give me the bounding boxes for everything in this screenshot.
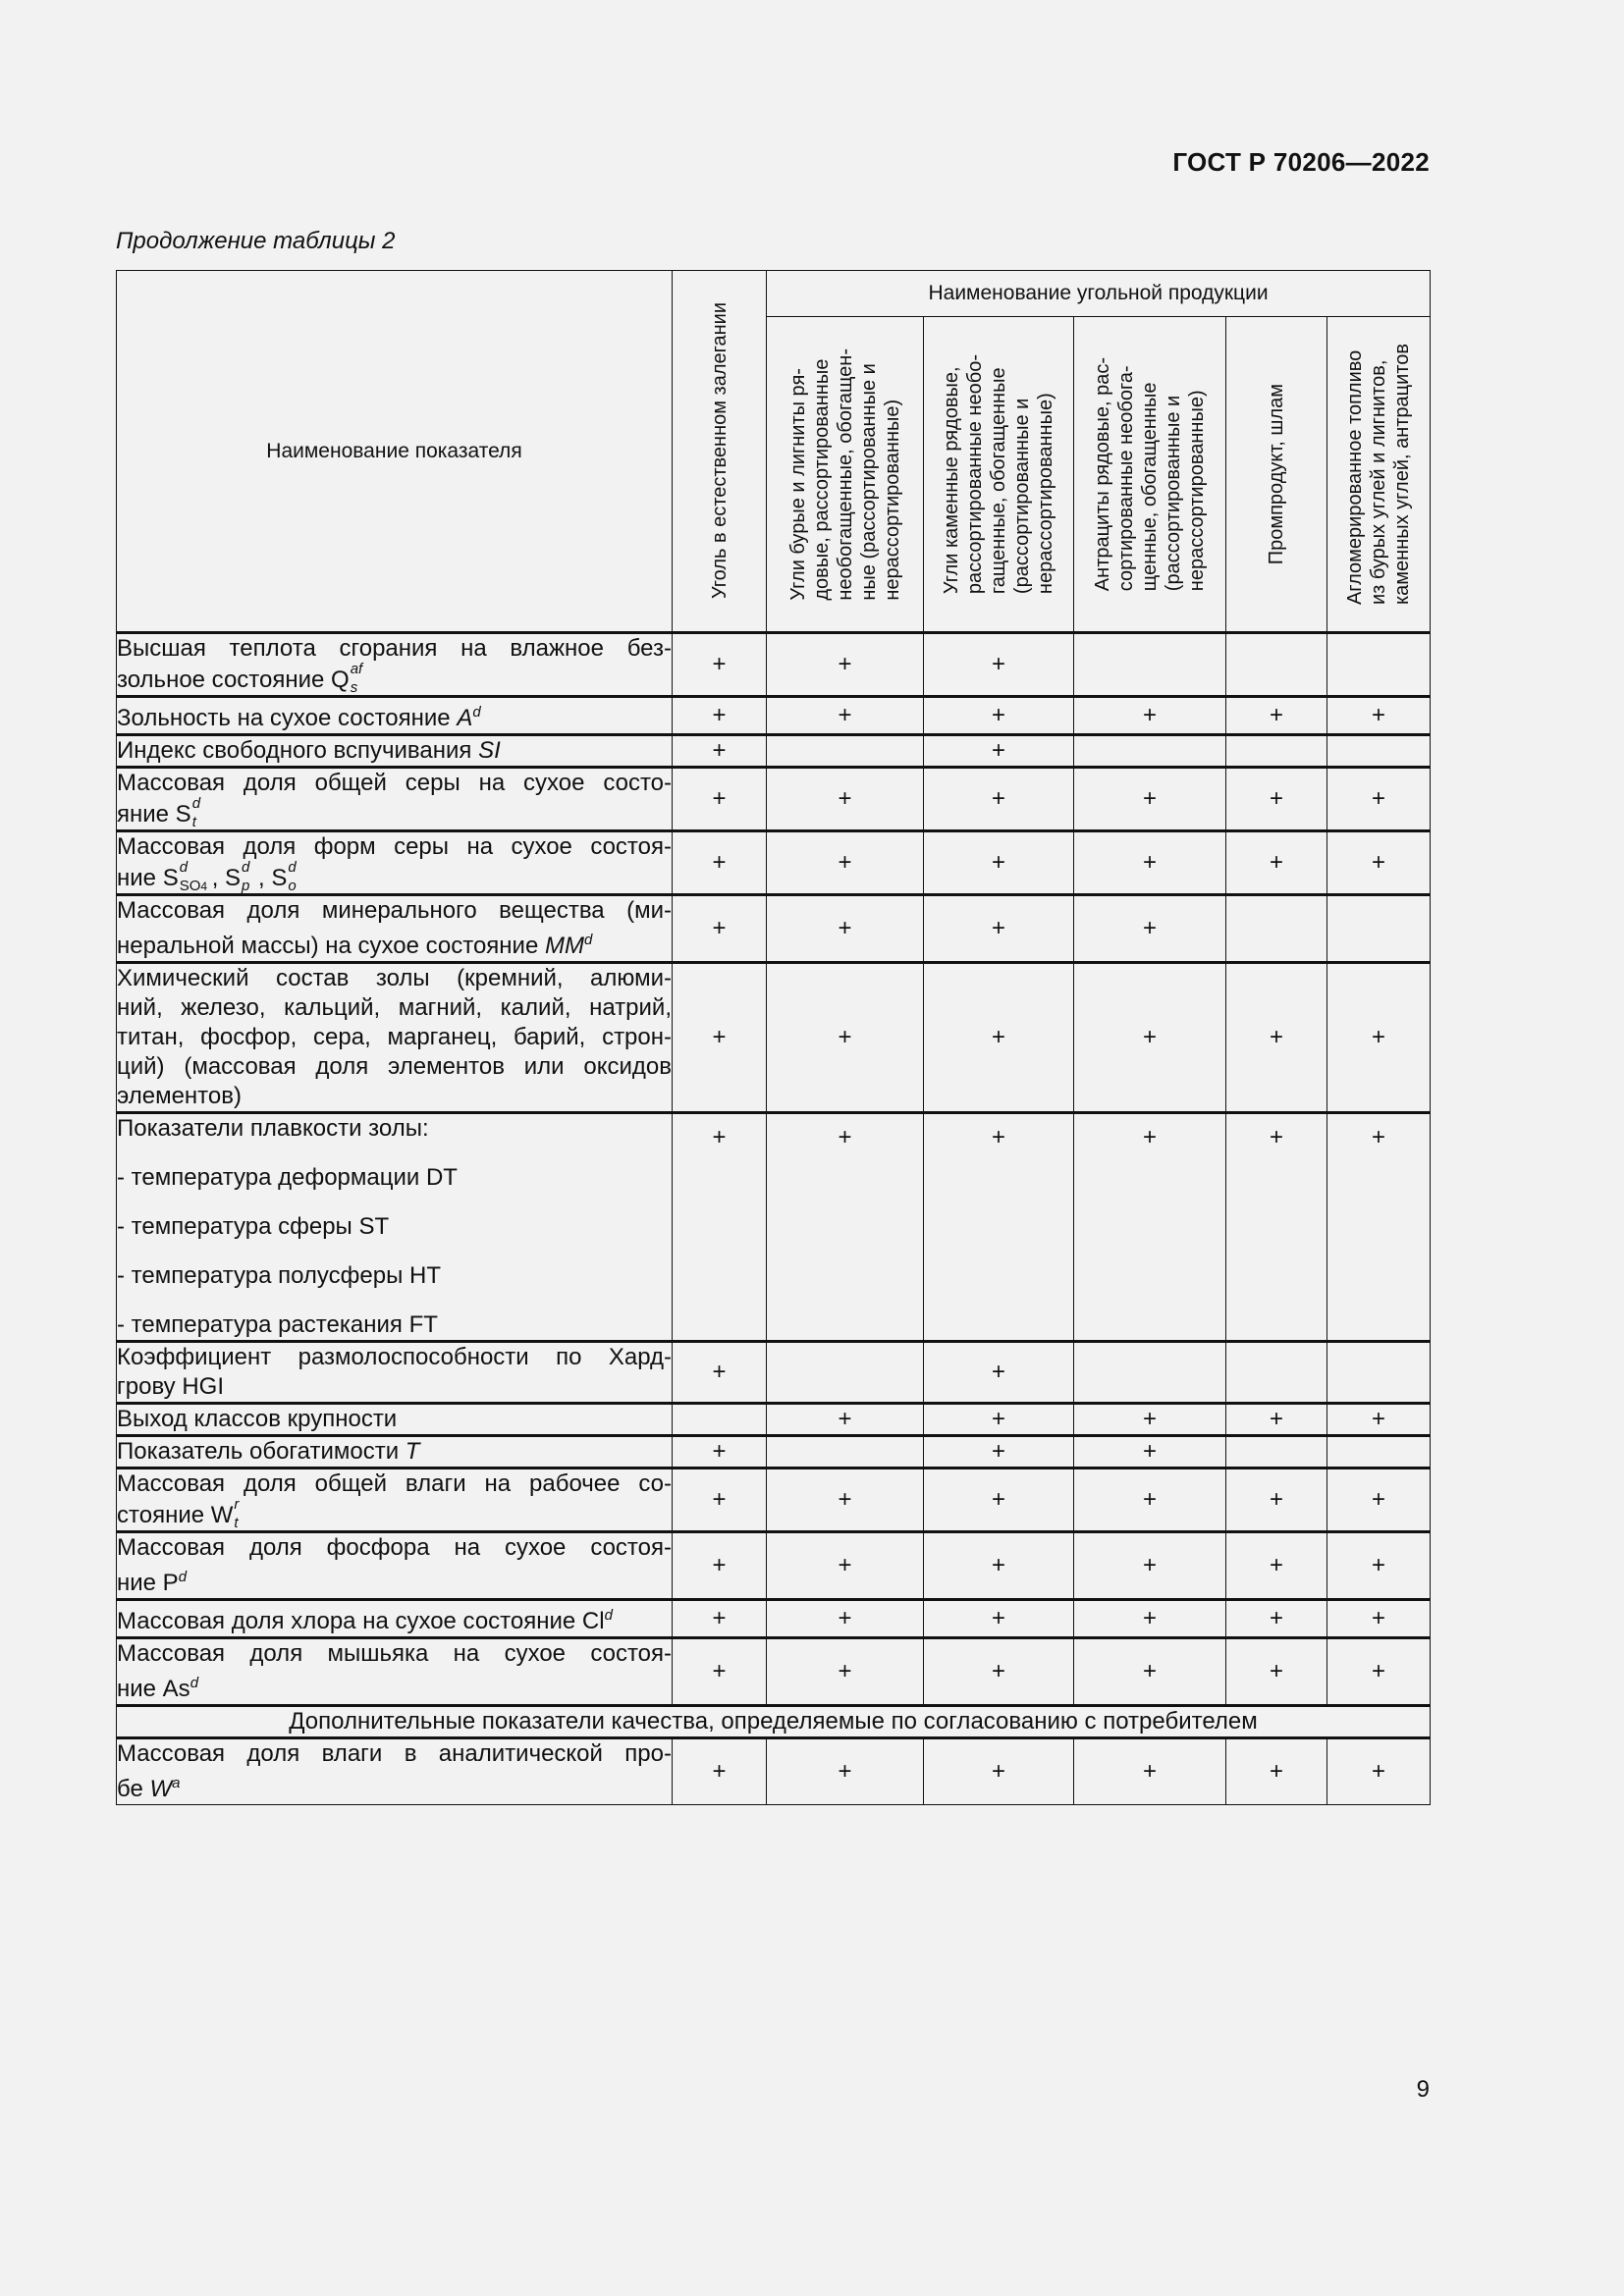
applicability-cell — [1327, 1342, 1431, 1404]
applicability-cell: + — [1327, 768, 1431, 831]
applicability-cell: + — [1327, 1468, 1431, 1532]
applicability-cell — [1074, 1342, 1226, 1404]
applicability-cell: + — [1226, 1638, 1327, 1706]
table-row — [117, 1436, 1431, 1468]
natural-coal-header: Уголь в естественном залегании — [673, 271, 767, 633]
applicability-cell: + — [924, 1638, 1074, 1706]
table-row — [117, 1342, 1431, 1404]
applicability-cell: + — [673, 768, 767, 831]
table-row — [117, 1600, 1431, 1638]
table-row — [117, 963, 1431, 1113]
applicability-cell: + — [673, 1468, 767, 1532]
applicability-cell: + — [924, 735, 1074, 768]
applicability-cell: + — [1327, 1738, 1431, 1805]
applicability-cell: + — [1226, 697, 1327, 735]
applicability-cell: + — [673, 831, 767, 895]
applicability-cell: + — [767, 1404, 924, 1436]
applicability-cell: + — [1226, 1113, 1327, 1342]
applicability-cell: + — [673, 735, 767, 768]
indicator-name: Массовая доля влаги в аналитической про- бе $W^a$ — [117, 1738, 673, 1805]
applicability-cell — [1074, 633, 1226, 697]
table-row — [117, 1404, 1431, 1436]
table-row — [117, 697, 1431, 735]
applicability-cell — [1074, 735, 1226, 768]
applicability-cell: + — [767, 697, 924, 735]
applicability-cell: + — [1327, 1532, 1431, 1600]
indicator-name: Массовая доля форм серы на сухое состоя- ние S d SO4 , S d p , S d o — [117, 831, 673, 895]
applicability-cell — [1226, 895, 1327, 963]
applicability-cell: + — [1074, 1113, 1226, 1342]
applicability-cell: + — [1327, 1404, 1431, 1436]
applicability-cell: + — [1327, 1113, 1431, 1342]
page-number: 9 — [1416, 2076, 1430, 2103]
applicability-cell — [1327, 633, 1431, 697]
applicability-cell: + — [673, 1638, 767, 1706]
applicability-cell: + — [924, 1404, 1074, 1436]
table-row — [117, 1113, 1431, 1342]
applicability-cell: + — [1074, 1600, 1226, 1638]
table-row — [117, 768, 1431, 831]
additional-indicators-header: Дополнительные показатели качества, определяемые по согласованию с потребителем — [117, 1706, 1431, 1738]
applicability-cell: + — [1074, 1532, 1226, 1600]
indicators-table — [116, 270, 1431, 1805]
applicability-cell: + — [924, 1436, 1074, 1468]
applicability-cell: + — [1074, 963, 1226, 1113]
indicator-name: Массовая доля хлора на сухое состояние Cl$^d$ — [117, 1600, 673, 1638]
applicability-cell: + — [673, 1436, 767, 1468]
applicability-cell: + — [1074, 768, 1226, 831]
product-col-anthracite: Антрациты рядовые, рас- сортированные необога- щенные, обогащенные (рассортированные и нерассортированные) — [1074, 317, 1226, 633]
applicability-cell — [1226, 735, 1327, 768]
applicability-cell: + — [1226, 831, 1327, 895]
applicability-cell: + — [1074, 1404, 1226, 1436]
applicability-cell: + — [924, 963, 1074, 1113]
applicability-cell: + — [673, 963, 767, 1113]
table-row — [117, 1468, 1431, 1532]
applicability-cell: + — [924, 1468, 1074, 1532]
applicability-cell: + — [1226, 963, 1327, 1113]
applicability-cell: + — [1226, 1738, 1327, 1805]
applicability-cell: + — [924, 697, 1074, 735]
table-row — [117, 1638, 1431, 1706]
applicability-cell: + — [1074, 895, 1226, 963]
applicability-cell: + — [673, 633, 767, 697]
table-row — [117, 895, 1431, 963]
applicability-cell: + — [924, 1113, 1074, 1342]
applicability-cell: + — [1226, 768, 1327, 831]
applicability-cell — [1226, 633, 1327, 697]
applicability-cell — [767, 1436, 924, 1468]
applicability-cell: + — [673, 1738, 767, 1805]
table-row — [117, 1532, 1431, 1600]
applicability-cell — [1327, 735, 1431, 768]
product-col-agglomerated: Агломерированное топливо из бурых углей и лигнитов, каменных углей, антрацитов — [1327, 317, 1431, 633]
applicability-cell: + — [673, 697, 767, 735]
indicator-name: Химический состав золы (кремний, алюми- ний, железо, кальций, магний, калий, натрий, титан, фосфор, сера, марганец, барий, строн- ций) (массовая доля элементов или оксидов элементов) — [117, 963, 673, 1113]
indicator-name: Массовая доля минерального вещества (ми- неральной массы) на сухое состояние $MM^d$ — [117, 895, 673, 963]
applicability-cell: + — [1074, 1436, 1226, 1468]
applicability-cell: + — [924, 1532, 1074, 1600]
applicability-cell: + — [673, 1342, 767, 1404]
applicability-cell: + — [767, 1600, 924, 1638]
applicability-cell: + — [1327, 1638, 1431, 1706]
applicability-cell — [1327, 895, 1431, 963]
table-row — [117, 1738, 1431, 1805]
applicability-cell: + — [767, 831, 924, 895]
applicability-cell: + — [767, 768, 924, 831]
applicability-cell: + — [767, 1638, 924, 1706]
applicability-cell — [767, 1342, 924, 1404]
applicability-cell: + — [673, 1113, 767, 1342]
indicator-name: Выход классов крупности — [117, 1404, 673, 1436]
applicability-cell: + — [673, 1600, 767, 1638]
applicability-cell: + — [767, 633, 924, 697]
indicator-name-header: Наименование показателя — [117, 271, 673, 633]
indicator-name: Коэффициент размолоспособности по Хард- грову HGI — [117, 1342, 673, 1404]
applicability-cell: + — [924, 1600, 1074, 1638]
applicability-cell — [1226, 1436, 1327, 1468]
product-col-lignite: Угли бурые и лигниты ря- довые, рассортированные необогащенные, обогащен- ные (рассортированные и нерассортированные) — [767, 317, 924, 633]
applicability-cell: + — [1074, 697, 1226, 735]
indicator-name: Высшая теплота сгорания на влажное без- зольное состояние Q af s — [117, 633, 673, 697]
applicability-cell: + — [1327, 963, 1431, 1113]
applicability-cell: + — [1074, 1638, 1226, 1706]
applicability-cell: + — [924, 831, 1074, 895]
indicator-name: Показатель обогатимости T — [117, 1436, 673, 1468]
applicability-cell: + — [767, 963, 924, 1113]
applicability-cell: + — [767, 1468, 924, 1532]
indicator-name: Зольность на сухое состояние $A^d$ — [117, 697, 673, 735]
applicability-cell: + — [1074, 1738, 1226, 1805]
indicator-name: Массовая доля фосфора на сухое состоя- ние $P^d$ — [117, 1532, 673, 1600]
applicability-cell — [1226, 1342, 1327, 1404]
product-col-middlings: Промпродукт, шлам — [1226, 317, 1327, 633]
applicability-cell: + — [1327, 1600, 1431, 1638]
indicator-name: Массовая доля мышьяка на сухое состоя- ние As$^d$ — [117, 1638, 673, 1706]
product-col-hard-coal: Угли каменные рядовые, рассортированные необо- гащенные, обогащенные (рассортированные и нерассортированные) — [924, 317, 1074, 633]
table-row — [117, 633, 1431, 697]
applicability-cell: + — [924, 1738, 1074, 1805]
applicability-cell: + — [1327, 831, 1431, 895]
applicability-cell: + — [924, 895, 1074, 963]
applicability-cell: + — [767, 1532, 924, 1600]
applicability-cell: + — [1226, 1468, 1327, 1532]
indicator-name: Индекс свободного вспучивания SI — [117, 735, 673, 768]
applicability-cell: + — [767, 1113, 924, 1342]
indicator-name: Показатели плавкости золы: - температура деформации DT - температура сферы ST - температура полусферы HT - температура растекания FT — [117, 1113, 673, 1342]
applicability-cell: + — [924, 1342, 1074, 1404]
applicability-cell: + — [924, 633, 1074, 697]
applicability-cell: + — [673, 1532, 767, 1600]
applicability-cell — [767, 735, 924, 768]
applicability-cell — [1327, 1436, 1431, 1468]
document-code: ГОСТ Р 70206—2022 — [1172, 147, 1430, 177]
applicability-cell: + — [1327, 697, 1431, 735]
applicability-cell — [673, 1404, 767, 1436]
table-row — [117, 831, 1431, 895]
applicability-cell: + — [1074, 1468, 1226, 1532]
applicability-cell: + — [1226, 1532, 1327, 1600]
applicability-cell: + — [673, 895, 767, 963]
applicability-cell: + — [1226, 1600, 1327, 1638]
applicability-cell: + — [924, 768, 1074, 831]
table-row — [117, 735, 1431, 768]
applicability-cell: + — [1074, 831, 1226, 895]
indicator-name: Массовая доля общей серы на сухое состо- яние S d t — [117, 768, 673, 831]
applicability-cell: + — [767, 895, 924, 963]
applicability-cell: + — [767, 1738, 924, 1805]
products-header: Наименование угольной продукции — [767, 271, 1431, 317]
table-caption: Продолжение таблицы 2 — [116, 228, 396, 254]
indicator-name: Массовая доля общей влаги на рабочее со- стояние W r t — [117, 1468, 673, 1532]
applicability-cell: + — [1226, 1404, 1327, 1436]
